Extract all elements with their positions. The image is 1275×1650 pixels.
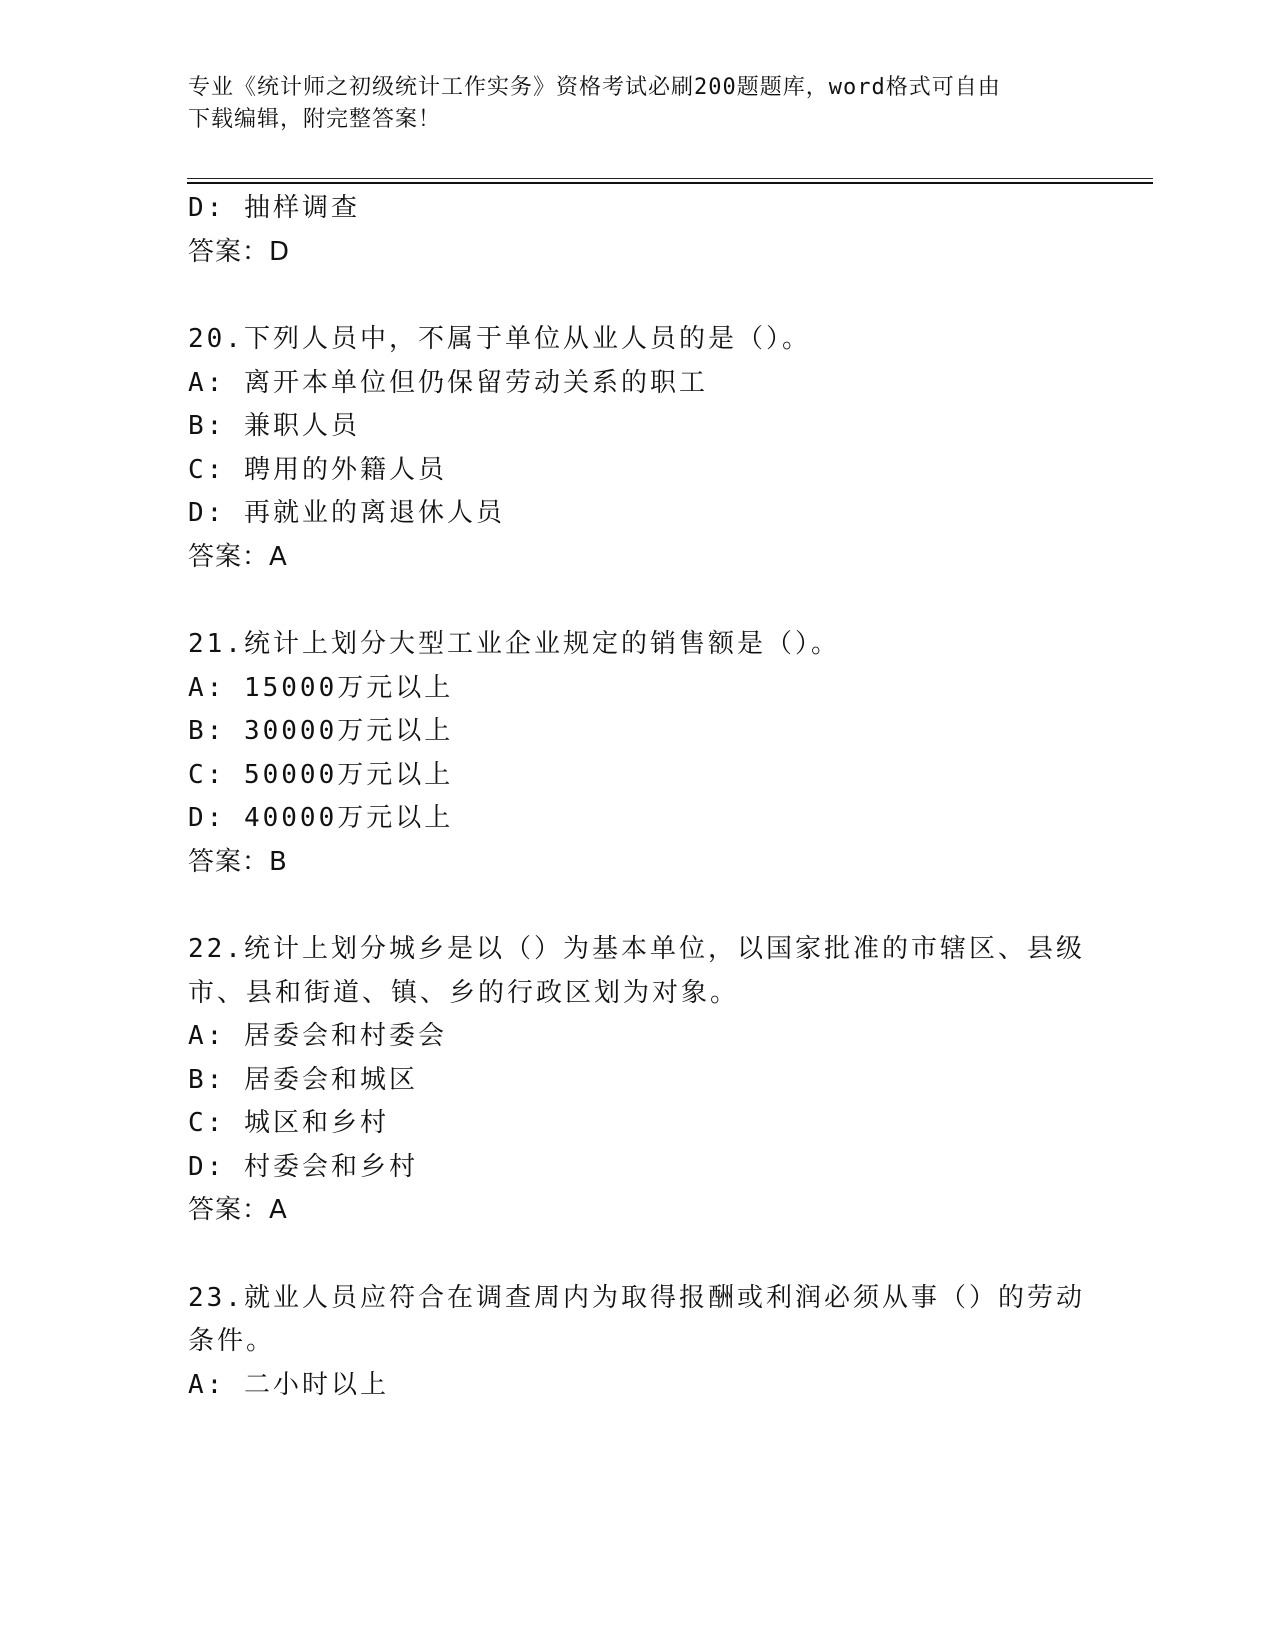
header-divider-thin <box>187 178 1153 179</box>
q21-stem: 21.统计上划分大型工业企业规定的销售额是（）。 <box>188 629 840 659</box>
q20-answer: 答案：A <box>188 542 288 572</box>
q22-answer: 答案：A <box>188 1195 288 1225</box>
prev-answer: 答案：D <box>188 237 291 267</box>
document-header <box>188 72 1088 136</box>
q21-option-d: D: 40000万元以上 <box>188 803 454 833</box>
q20-option-c: C: 聘用的外籍人员 <box>188 455 447 485</box>
header-line-2: 下载编辑，附完整答案！ <box>188 107 442 132</box>
q22-stem-line-2: 市、县和街道、镇、乡的行政区划为对象。 <box>188 978 740 1008</box>
q20-option-b: B: 兼职人员 <box>188 411 360 441</box>
q21-option-c: C: 50000万元以上 <box>188 760 454 790</box>
q23-stem-line-1: 23.就业人员应符合在调查周内为取得报酬或利润必须从事（）的劳动 <box>188 1283 1085 1313</box>
q23-option-a: A: 二小时以上 <box>188 1370 389 1400</box>
q20-stem: 20.下列人员中，不属于单位从业人员的是（）。 <box>188 324 811 354</box>
q20-option-d: D: 再就业的离退休人员 <box>188 498 505 528</box>
q20-option-a: A: 离开本单位但仍保留劳动关系的职工 <box>188 368 708 398</box>
header-line-1: 专业《统计师之初级统计工作实务》资格考试必刷200题题库，word格式可自由 <box>188 75 1001 100</box>
q22-option-c: C: 城区和乡村 <box>188 1108 389 1138</box>
prev-option-d: D: 抽样调查 <box>188 193 360 223</box>
q22-option-a: A: 居委会和村委会 <box>188 1021 447 1051</box>
q22-stem-line-1: 22.统计上划分城乡是以（）为基本单位，以国家批准的市辖区、县级 <box>188 934 1085 964</box>
q21-option-a: A: 15000万元以上 <box>188 673 454 703</box>
header-divider-thick <box>187 182 1153 184</box>
q22-option-d: D: 村委会和乡村 <box>188 1152 418 1182</box>
q23-stem-line-2: 条件。 <box>188 1326 276 1356</box>
q22-option-b: B: 居委会和城区 <box>188 1065 418 1095</box>
q21-option-b: B: 30000万元以上 <box>188 716 454 746</box>
q21-answer: 答案：B <box>188 847 288 877</box>
